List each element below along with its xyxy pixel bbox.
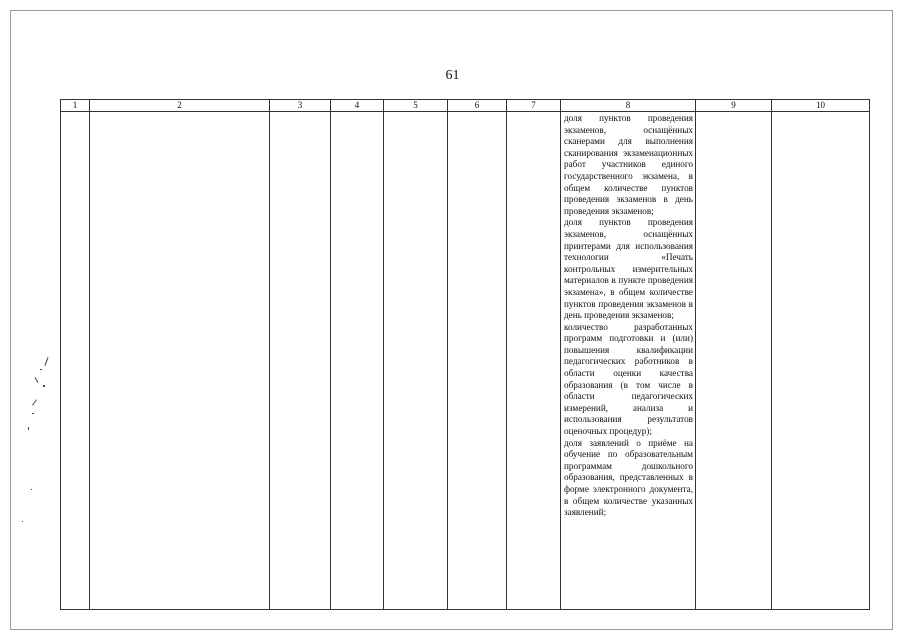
cell-col-8-indicators (561, 112, 696, 610)
indicator-paragraph: доля пунктов проведения экзаменов, оснащённых сканерами для выполнения сканирования экзаменационных работ участников единого государственного экзамена, в общем количестве пунктов проведения экзаменов в день проведения экзаменов; (564, 113, 693, 216)
column-header-6: 6 (448, 100, 507, 112)
column-header-3: 3 (270, 100, 331, 112)
column-header-9: 9 (696, 100, 772, 112)
indicator-paragraph: количество разработанных программ подготовки и (или) повышения квалификации педагогических работников в области оценки качества образования (в том числе в области педагогических измерений, анализа и использования результатов оценочных процедур); (564, 321, 693, 437)
table-row (61, 112, 870, 610)
cell-col-1 (61, 112, 90, 610)
cell-col-2 (90, 112, 270, 610)
header-row (61, 100, 870, 112)
column-header-10: 10 (772, 100, 870, 112)
scan-artifacts (28, 355, 58, 525)
column-header-2: 2 (90, 100, 270, 112)
indicator-paragraph: доля заявлений о приёме на обучение по образовательным программам дошкольного образования, представленных в форме электронного документа, в общем количестве указанных заявлений; (564, 437, 693, 518)
column-header-5: 5 (384, 100, 448, 112)
column-header-7: 7 (507, 100, 561, 112)
cell-col-5 (384, 112, 448, 610)
column-header-1: 1 (61, 100, 90, 112)
column-header-8: 8 (561, 100, 696, 112)
cell-col-6 (448, 112, 507, 610)
cell-col-7 (507, 112, 561, 610)
cell-col-4 (331, 112, 384, 610)
cell-col-10 (772, 112, 870, 610)
page-number: 61 (445, 68, 460, 83)
column-header-4: 4 (331, 100, 384, 112)
cell-col-9 (696, 112, 772, 610)
indicator-paragraph: доля пунктов проведения экзаменов, оснащённых принтерами для использования технологии «Печать контрольных измерительных материалов в пункте проведения экзамена», в общем количестве пунктов проведения экзаменов в день проведения экзаменов; (564, 217, 693, 321)
cell-col-3 (270, 112, 331, 610)
main-table (60, 99, 870, 610)
